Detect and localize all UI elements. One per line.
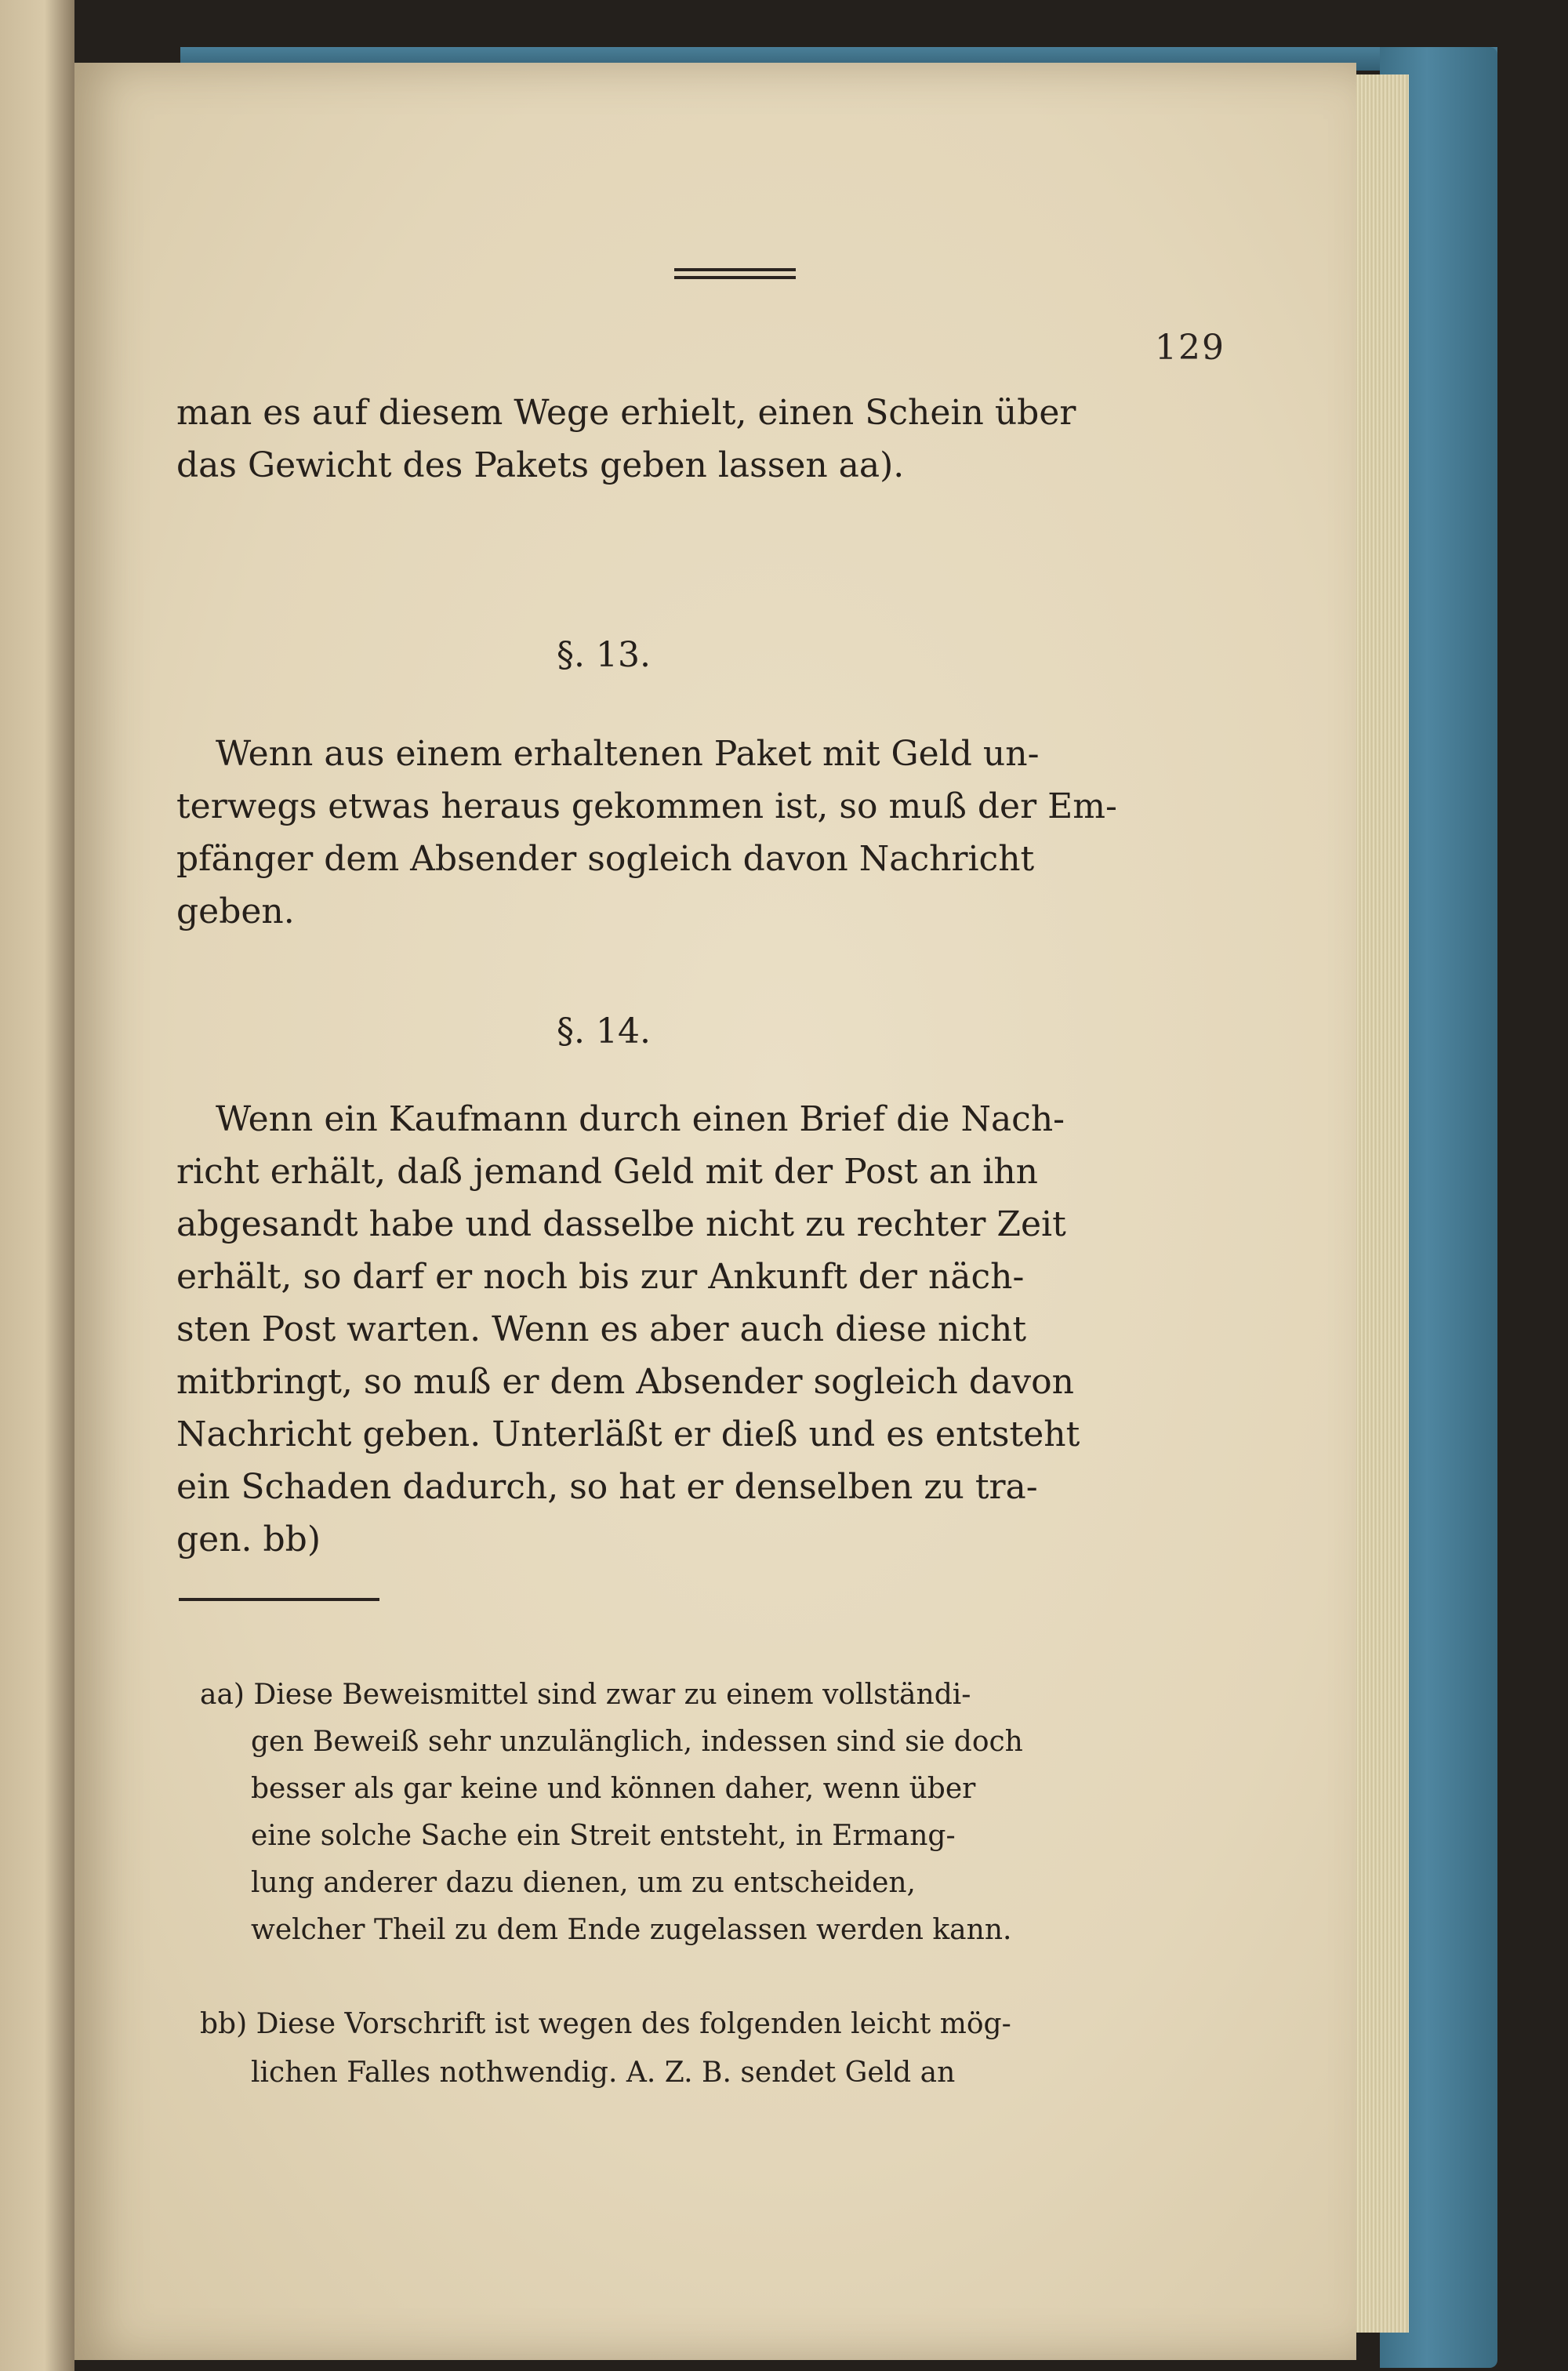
body-line: Nachricht geben. Unterläßt er dieß und es entsteht — [176, 1414, 1080, 1454]
page-number: 129 — [1155, 328, 1225, 368]
footnote-line: eine solche Sache ein Streit entsteht, in Ermang- — [251, 1820, 956, 1852]
section-heading: §. 13. — [557, 635, 651, 675]
footnote-line: lung anderer dazu dienen, um zu entscheiden, — [251, 1867, 916, 1899]
body-line: Wenn ein Kaufmann durch einen Brief die Nach- — [216, 1099, 1065, 1139]
body-line: Wenn aus einem erhaltenen Paket mit Geld un- — [216, 734, 1040, 774]
header-ornament — [674, 268, 796, 279]
body-line: gen. bb) — [176, 1520, 321, 1559]
body-line: geben. — [176, 891, 295, 931]
body-line: pfänger dem Absender sogleich davon Nachricht — [176, 839, 1035, 879]
body-line: terwegs etwas heraus gekommen ist, so muß der Em- — [176, 786, 1117, 826]
footnote-line: aa) Diese Beweismittel sind zwar zu einem vollständi- — [200, 1679, 971, 1711]
body-line: mitbringt, so muß er dem Absender sogleich davon — [176, 1362, 1074, 1402]
body-line: abgesandt habe und dasselbe nicht zu rechter Zeit — [176, 1204, 1066, 1244]
facing-page-edge — [0, 0, 74, 2371]
body-line: ein Schaden dadurch, so hat er denselben zu tra- — [176, 1467, 1038, 1507]
footnote-line: gen Beweiß sehr unzulänglich, indessen sind sie doch — [251, 1726, 1023, 1758]
footnote-line: welcher Theil zu dem Ende zugelassen werden kann. — [251, 1914, 1012, 1946]
page-stack-edge — [1352, 74, 1409, 2333]
body-line: sten Post warten. Wenn es aber auch diese nicht — [176, 1309, 1027, 1349]
footnote-line: bb) Diese Vorschrift ist wegen des folgenden leicht mög- — [200, 2008, 1011, 2040]
footnote-line: lichen Falles nothwendig. A. Z. B. sendet Geld an — [251, 2057, 956, 2089]
body-line: das Gewicht des Pakets geben lassen aa). — [176, 445, 905, 485]
footnote-rule — [179, 1598, 379, 1601]
book-page — [74, 63, 1356, 2360]
footnote-line: besser als gar keine und können daher, wenn über — [251, 1773, 976, 1805]
section-heading: §. 14. — [557, 1011, 651, 1051]
body-line: man es auf diesem Wege erhielt, einen Schein über — [176, 393, 1076, 433]
body-line: erhält, so darf er noch bis zur Ankunft der näch- — [176, 1257, 1025, 1297]
body-line: richt erhält, daß jemand Geld mit der Post an ihn — [176, 1152, 1038, 1192]
